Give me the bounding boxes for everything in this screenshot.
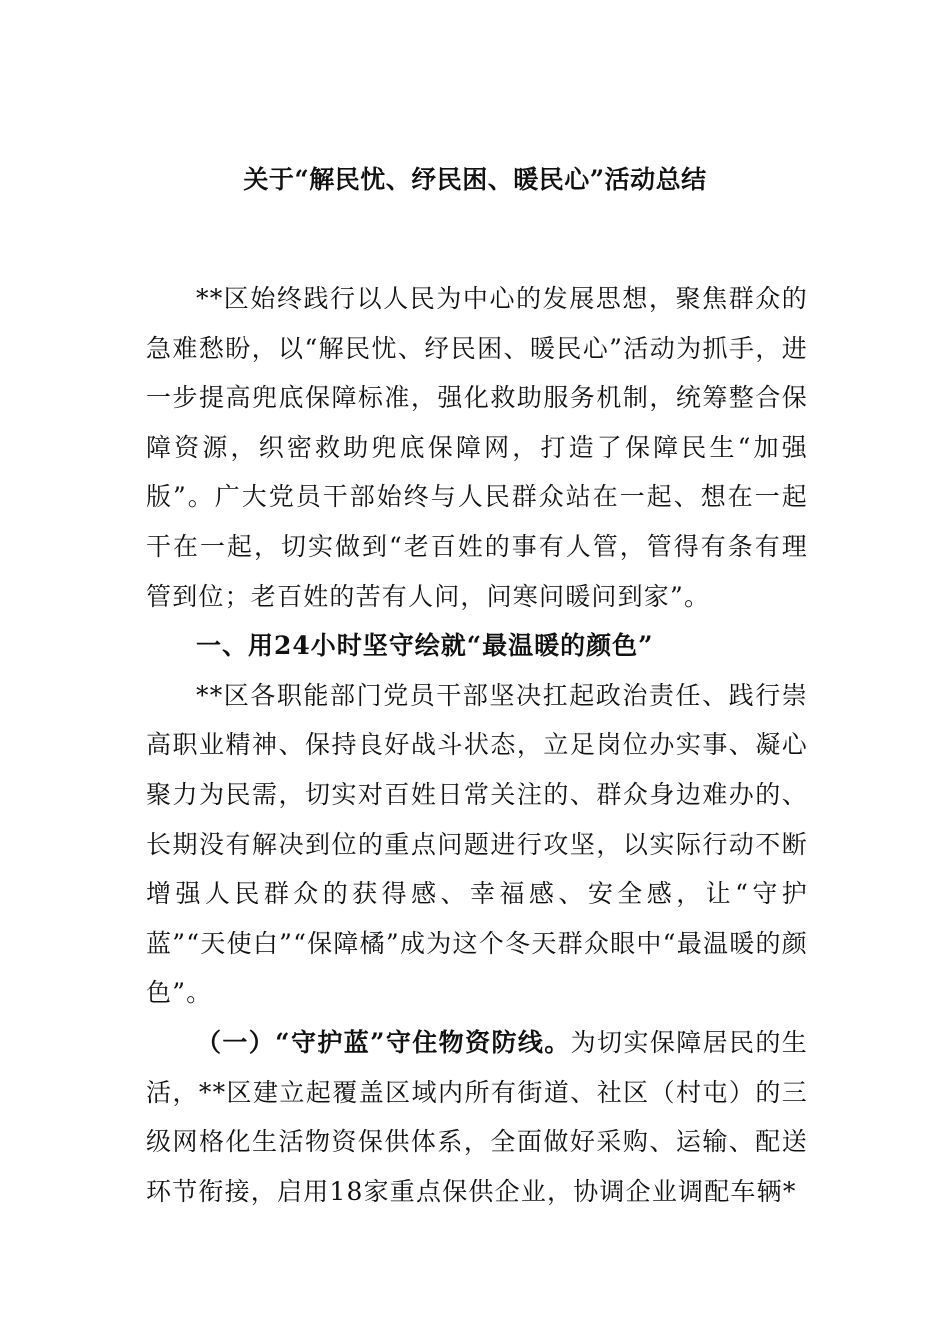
subsection-lead: （一）“守护蓝”守住物资防线。 <box>196 1027 571 1057</box>
intro-paragraph: **区始终践行以人民为中心的发展思想，聚焦群众的急难愁盼，以“解民忧、纾民困、暖民心”活动为抓手，进一步提高兜底保障标准，强化救助服务机制，统筹整合保障资源，织密救助兜底保障网，打造了保障民生“加强版”。广大党员干部始终与人民群众站在一起、想在一起干在一起，切实做到“老百姓的事有人管，管得有条有理管到位；老百姓的苦有人问，问寒问暖问到家”。 <box>146 284 808 611</box>
section-paragraph: **区各职能部门党员干部坚决扛起政治责任、践行崇高职业精神、保持良好战斗状态，立足岗位办实事、凝心聚力为民需，切实对百姓日常关注的、群众身边难办的、长期没有解决到位的重点问题进行攻坚，以实际行动不断增强人民群众的获得感、幸福感、安全感，让“守护蓝”“天使白”“保障橘”成为这个冬天群众眼中“最温暖的颜色”。 <box>146 680 808 1008</box>
document-body <box>146 274 808 1216</box>
subsection-text: 为切实保障居民的生活，**区建立起覆盖区域内所有街道、社区（村屯）的三级网格化生活物资保供体系，全面做好采购、运输、配送环节衔接，启用18家重点保供企业，协调企业调配车辆* <box>146 1027 808 1206</box>
document-title: 关于“解民忧、纾民困、暖民心”活动总结 <box>243 165 707 194</box>
section-heading: 一、用24小时坚守绘就“最温暖的颜色” <box>196 631 654 661</box>
subsection-paragraph <box>146 1018 808 1216</box>
